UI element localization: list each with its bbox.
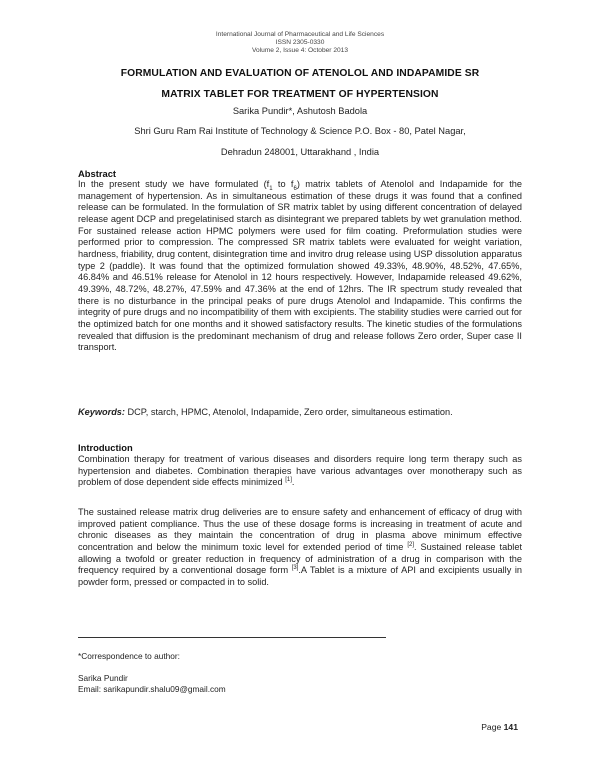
keywords bbox=[78, 407, 528, 417]
journal-issn: ISSN 2305-0330 bbox=[275, 39, 325, 46]
article-authors: Sarika Pundir*, Ashutosh Badola bbox=[232, 106, 368, 116]
keywords-text: DCP, starch, HPMC, Atenolol, Indapamide, Zero order, simultaneous estimation. bbox=[124, 407, 453, 417]
introduction-paragraph-2: The sustained release matrix drug deliveries are to ensure safety and enhancement of efficacy of drug with improved patient compliance. Thus the use of these dosage forms is increasing in treatment of acute and chronic diseases as they maintain the concentration of drug in plasma above minimum effective concentration and below the minimum toxic level for extended period of time [2]. Sustained release tablet allowing a twofold or greater reduction in frequency of administration of a drug in comparison with the frequency required by a conventional dosage form [3].A Tablet is a mixture of API and excipients usually in powder form, pressed or compacted in to solid. bbox=[78, 507, 523, 587]
keywords-label: Keywords: bbox=[78, 407, 125, 417]
affiliation-line2: Dehradun 248001, Uttarakhand , India bbox=[220, 147, 380, 157]
abstract-heading: Abstract bbox=[78, 168, 117, 179]
introduction-heading: Introduction bbox=[78, 442, 133, 453]
journal-volume-issue: Volume 2, Issue 4: October 2013 bbox=[251, 47, 349, 54]
footnote-divider bbox=[78, 637, 386, 638]
article-title-line1: FORMULATION AND EVALUATION OF ATENOLOL AND INDAPAMIDE SR bbox=[120, 68, 480, 79]
footnote-email: Email: sarikapundir.shalu09@gmail.com bbox=[78, 684, 226, 694]
journal-name: International Journal of Pharmaceutical and Life Sciences bbox=[215, 31, 385, 38]
page-number: Page 141 bbox=[481, 722, 518, 732]
abstract-body: In the present study we have formulated ($f_1$ to $f_6$) matrix tablets of Atenolol and Indapamide for the management of hypertension. As in simultaneous estimation of these drugs it was found that a confined release can be formulated. In the formulation of SR matrix tablet by using different concentration of delayed release agent DCP and pregelatinised starch as disintegrant we prepared tablets by wet granulation method. For sustained release action HPMC polymers were used for film coating. Preformulation studies were performed prior to compression. The compressed SR matrix tablets were evaluated for weight variation, hardness, friability, drug content, disintegration time and invitro drug release using USP dissolution apparatus type 2 (paddle). It was found that the optimized formulation showed 49.33%, 48.90%, 48.52%, 47.65%, 46.84% and 46.51% release for Atenolol in 12 hours respectively. However, Indapamide released 49.62%, 49.39%, 48.72%, 48.27%, 47.59% and 47.36% at the end of 12hrs. The IR spectrum study revealed that there is no disturbance in the principal peaks of pure drugs Atenolol and Indapamide. This confirms the integrity of pure drugs and no incompatibility of them with excipients. The stability studies were carried out for the optimized batch for one months and it showed satisfactory results. The kinetic studies of the formulations revealed that diffusion is the predominant mechanism of drug and release follows Zero order, Super case II transport. bbox=[78, 179, 522, 353]
introduction-paragraph-1: Combination therapy for treatment of various diseases and disorders require long term therapy such as hypertension and diabetes. Combination therapies have various advantages over monotherapy such as problem of dose dependent side effects minimized [1]. bbox=[78, 454, 522, 488]
footnote-correspondence: *Correspondence to author: bbox=[78, 651, 180, 661]
article-title-line2: MATRIX TABLET FOR TREATMENT OF HYPERTENSION bbox=[161, 89, 439, 100]
footnote-author-name: Sarika Pundir bbox=[78, 673, 128, 683]
affiliation-line1: Shri Guru Ram Rai Institute of Technology & Science P.O. Box - 80, Patel Nagar, bbox=[134, 126, 466, 136]
